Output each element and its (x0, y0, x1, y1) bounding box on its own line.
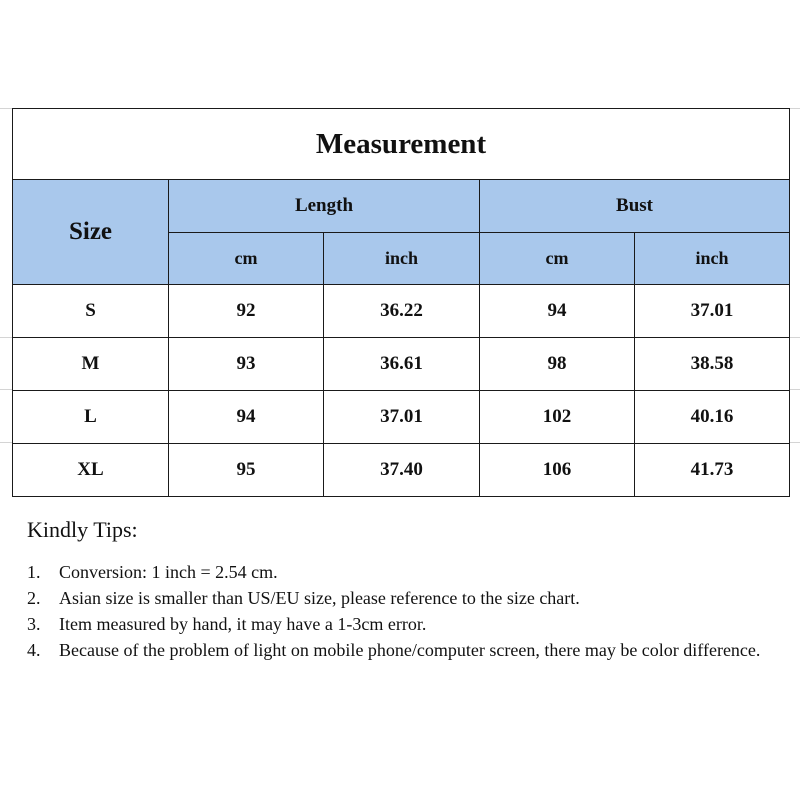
bust-inch-header: inch (635, 233, 790, 285)
list-text: Asian size is smaller than US/EU size, please reference to the size chart. (59, 588, 580, 608)
table-row (13, 391, 790, 444)
length-cm-header: cm (169, 233, 324, 285)
bust-inch-cell: 41.73 (635, 444, 790, 497)
bust-cm-cell: 98 (480, 338, 635, 391)
list-item (27, 637, 772, 663)
bust-cm-cell: 102 (480, 391, 635, 444)
size-cell: L (13, 391, 169, 444)
size-cell: XL (13, 444, 169, 497)
list-text: Conversion: 1 inch = 2.54 cm. (59, 562, 278, 582)
list-text: Because of the problem of light on mobile phone/computer screen, there may be color difference. (59, 640, 761, 660)
table-row (13, 285, 790, 338)
list-number: 2. (27, 588, 41, 608)
size-chart-table (12, 108, 790, 497)
length-inch-cell: 37.40 (324, 444, 480, 497)
list-number: 4. (27, 640, 41, 660)
bust-cm-cell: 94 (480, 285, 635, 338)
bust-inch-cell: 37.01 (635, 285, 790, 338)
size-cell: M (13, 338, 169, 391)
length-cm-cell: 93 (169, 338, 324, 391)
size-cell: S (13, 285, 169, 338)
list-item (27, 611, 772, 637)
length-group-header: Length (169, 180, 480, 233)
bust-inch-cell: 40.16 (635, 391, 790, 444)
table-row (13, 338, 790, 391)
tips-list (27, 559, 772, 663)
list-text: Item measured by hand, it may have a 1-3cm error. (59, 614, 427, 634)
list-number: 1. (27, 562, 41, 582)
list-item (27, 559, 772, 585)
length-cm-cell: 95 (169, 444, 324, 497)
length-inch-cell: 36.22 (324, 285, 480, 338)
table-title: Measurement (13, 109, 790, 180)
length-inch-cell: 36.61 (324, 338, 480, 391)
table-row (13, 444, 790, 497)
bust-inch-cell: 38.58 (635, 338, 790, 391)
bust-group-header: Bust (480, 180, 790, 233)
length-cm-cell: 94 (169, 391, 324, 444)
tips-title: Kindly Tips: (27, 517, 138, 542)
length-inch-header: inch (324, 233, 480, 285)
length-inch-cell: 37.01 (324, 391, 480, 444)
bust-cm-header: cm (480, 233, 635, 285)
list-item (27, 585, 772, 611)
list-number: 3. (27, 614, 41, 634)
bust-cm-cell: 106 (480, 444, 635, 497)
length-cm-cell: 92 (169, 285, 324, 338)
size-column-header: Size (13, 180, 169, 285)
tips-section (27, 517, 772, 663)
